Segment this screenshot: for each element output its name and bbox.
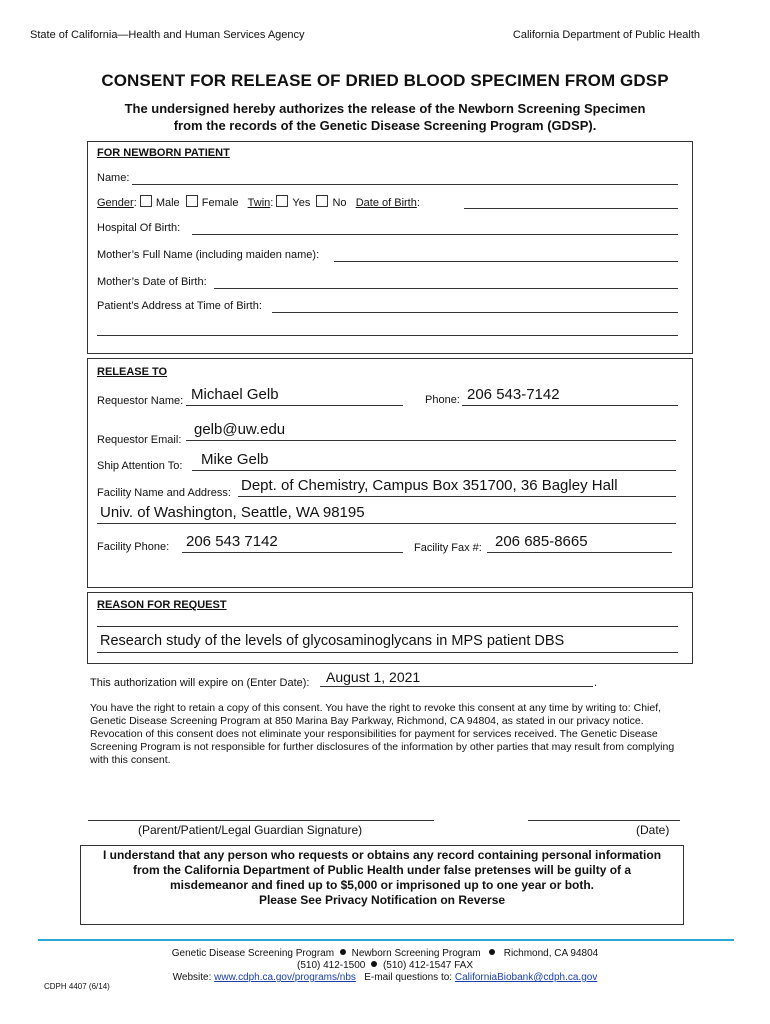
reason-section-heading: REASON FOR REQUEST xyxy=(97,599,227,611)
mother-dob-field[interactable] xyxy=(214,288,678,289)
twin-no-checkbox[interactable] xyxy=(316,195,328,207)
ship-label: Ship Attention To: xyxy=(97,460,183,472)
address-field-line-1[interactable] xyxy=(272,312,678,313)
reason-value: Research study of the levels of glycosaminoglycans in MPS patient DBS xyxy=(100,633,565,649)
facility-phone-value: 206 543 7142 xyxy=(186,533,278,550)
form-title: CONSENT FOR RELEASE OF DRIED BLOOD SPECIMEN FROM GDSP xyxy=(101,71,669,90)
newborn-section-heading: FOR NEWBORN PATIENT xyxy=(97,147,230,159)
phone-field[interactable] xyxy=(462,405,678,406)
release-section-heading: RELEASE TO xyxy=(97,366,168,378)
facility-label: Facility Name and Address: xyxy=(97,487,231,499)
fax-label: Facility Fax #: xyxy=(414,542,482,554)
ship-field[interactable] xyxy=(192,470,676,471)
footer-fax: (510) 412-1547 FAX xyxy=(382,960,473,971)
hospital-label: Hospital Of Birth: xyxy=(97,222,181,234)
male-label: Male xyxy=(155,197,180,209)
website-link[interactable]: www.cdph.ca.gov/programs/nbs xyxy=(214,972,356,983)
email-value: gelb@uw.edu xyxy=(194,421,286,438)
release-to-section xyxy=(87,358,693,588)
footer-website-label: Website: xyxy=(172,972,212,983)
mother-name-field[interactable] xyxy=(334,261,678,262)
form-subtitle xyxy=(0,100,770,134)
warning-line-2: from the California Department of Public Health under false pretenses will be guilty of a xyxy=(132,863,632,877)
name-field[interactable] xyxy=(132,184,678,185)
email-field[interactable] xyxy=(186,440,676,441)
phone-value: 206 543-7142 xyxy=(467,386,560,403)
address-label: Patient’s Address at Time of Birth: xyxy=(97,300,262,312)
facility-field-line-1[interactable] xyxy=(238,496,676,497)
facility-field-line-2[interactable] xyxy=(97,523,676,524)
date-line[interactable] xyxy=(528,820,680,821)
footer-web xyxy=(0,972,770,983)
newborn-patient-section xyxy=(87,141,693,354)
footer-location: Richmond, CA 94804 xyxy=(503,948,599,959)
fax-value: 206 685-8665 xyxy=(495,533,588,550)
fax-field[interactable] xyxy=(487,552,672,553)
email-label: Requestor Email: xyxy=(97,434,182,446)
footer-program-2: Newborn Screening Program xyxy=(351,948,481,959)
warning-box xyxy=(80,845,684,925)
name-label: Name: xyxy=(97,172,130,184)
bullet-icon xyxy=(489,949,495,955)
ship-value: Mike Gelb xyxy=(201,451,269,468)
signature-label: (Parent/Patient/Legal Guardian Signature) xyxy=(138,823,363,837)
email-link[interactable]: CaliforniaBiobank@cdph.ca.gov xyxy=(454,972,598,983)
expire-label: This authorization will expire on (Enter Date): xyxy=(90,677,310,689)
facility-line-2-value: Univ. of Washington, Seattle, WA 98195 xyxy=(100,504,365,521)
bullet-icon xyxy=(340,949,346,955)
female-checkbox[interactable] xyxy=(186,195,198,207)
subtitle-line-1: The undersigned hereby authorizes the release of the Newborn Screening Specimen xyxy=(124,101,646,116)
reason-field-line-1[interactable] xyxy=(97,626,678,627)
requestor-name-label: Requestor Name: xyxy=(97,395,184,407)
twin-yes-checkbox[interactable] xyxy=(276,195,288,207)
bullet-icon xyxy=(371,961,377,967)
no-label: No xyxy=(332,197,347,209)
yes-label: Yes xyxy=(292,197,311,209)
warning-line-1: I understand that any person who requests or obtains any record containing personal information xyxy=(102,848,662,862)
reason-field-line-2[interactable] xyxy=(97,652,678,653)
female-label: Female xyxy=(201,197,239,209)
expire-date-field[interactable] xyxy=(320,686,593,687)
department-header: California Department of Public Health xyxy=(512,29,700,41)
date-label: (Date) xyxy=(636,823,670,837)
footer-program-1: Genetic Disease Screening Program xyxy=(171,948,335,959)
footer-phone: (510) 412-1500 xyxy=(296,960,366,971)
facility-line-1-value: Dept. of Chemistry, Campus Box 351700, 36 Bagley Hall xyxy=(241,477,618,494)
phone-label: Phone: xyxy=(425,394,460,406)
mother-name-label: Mother’s Full Name (including maiden name): xyxy=(97,249,320,261)
dob-label: Date of Birth xyxy=(355,197,417,209)
address-field-line-2[interactable] xyxy=(97,335,678,336)
rights-paragraph: You have the right to retain a copy of this consent. You have the right to revoke this consent at any time by writing to: Chief, Genetic Disease Screening Program at 850 Marina Bay Parkway, Richmond, CA 94804, as stated in our privacy notice. Revocation of this consent does not eliminate your responsibilities for payment for services received. The Genetic Disease Screening Program is not responsible for further disclosures of the information by other parties that may result from complying with this consent. xyxy=(90,702,675,766)
expire-date-value: August 1, 2021 xyxy=(326,669,421,685)
facility-phone-field[interactable] xyxy=(182,552,403,553)
footer-phones xyxy=(0,960,770,971)
footer-programs xyxy=(0,948,770,959)
twin-label: Twin xyxy=(247,197,271,209)
footer-rule xyxy=(38,939,734,941)
gender-row: Gender: Male Female Twin: Yes No Date of Birth: xyxy=(97,197,420,209)
signature-line[interactable] xyxy=(88,820,434,821)
requestor-name-field[interactable] xyxy=(186,405,403,406)
agency-header: State of California—Health and Human Services Agency xyxy=(30,29,305,41)
male-checkbox[interactable] xyxy=(140,195,152,207)
form-id: CDPH 4407 (6/14) xyxy=(44,982,110,991)
warning-line-4: Please See Privacy Notification on Reverse xyxy=(258,893,506,907)
dob-field[interactable] xyxy=(464,208,678,209)
hospital-field[interactable] xyxy=(192,234,678,235)
mother-dob-label: Mother’s Date of Birth: xyxy=(97,276,207,288)
warning-line-3: misdemeanor and fined up to $5,000 or imprisoned up to one year or both. xyxy=(169,878,595,892)
footer-email-label: E-mail questions to: xyxy=(364,972,453,983)
gender-label: Gender xyxy=(97,197,134,209)
subtitle-line-2: from the records of the Genetic Disease Screening Program (GDSP). xyxy=(173,118,597,133)
facility-phone-label: Facility Phone: xyxy=(97,541,170,553)
requestor-name-value: Michael Gelb xyxy=(191,386,279,403)
